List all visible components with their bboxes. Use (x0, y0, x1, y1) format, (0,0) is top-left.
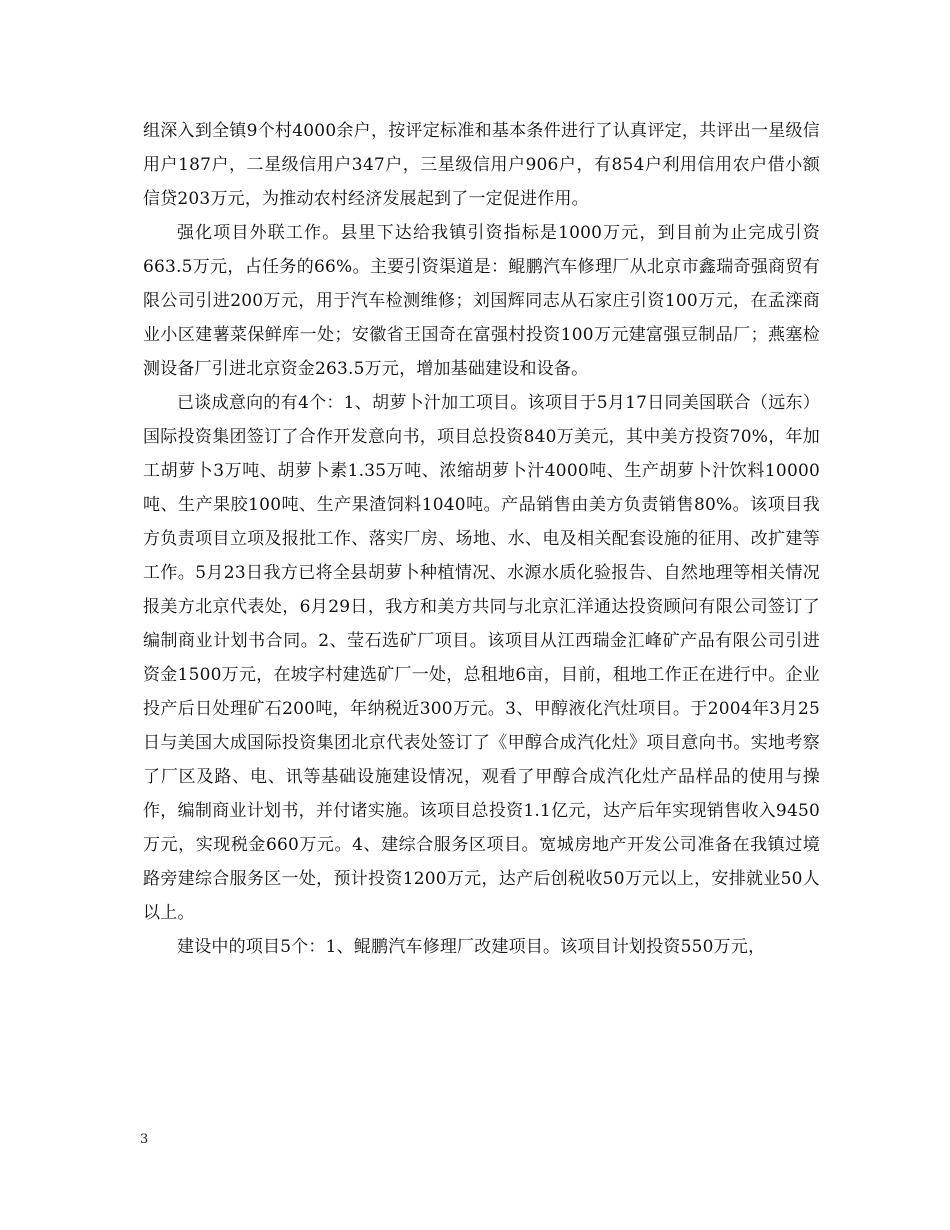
paragraph-project-outreach: 强化项目外联工作。县里下达给我镇引资指标是1000万元，到目前为止完成引资663.5万元，占任务的66%。主要引资渠道是：鲲鹏汽车修理厂从北京市鑫瑞奇强商贸有限公司引进200万元，用于汽车检测维修；刘国辉同志从石家庄引资100万元，在孟滦商业小区建薯菜保鲜库一处；安徽省王国奇在富强村投资100万元建富强豆制品厂；燕塞检测设备厂引进北京资金263.5万元，增加基础建设和设备。 (143, 223, 820, 379)
body-text (143, 114, 820, 964)
paragraph-credit-households: 组深入到全镇9个村4000余户，按评定标准和基本条件进行了认真评定，共评出一星级信用户187户，二星级信用户347户，三星级信用户906户，有854户利用信用农户借小额信贷203万元，为推动农村经济发展起到了一定促进作用。 (143, 121, 820, 209)
paragraph-intended-projects: 已谈成意向的有4个：1、胡萝卜汁加工项目。该项目于5月17日同美国联合（远东）国际投资集团签订了合作开发意向书，项目总投资840万美元，其中美方投资70%，年加工胡萝卜3万吨、胡萝卜素1.35万吨、浓缩胡萝卜汁4000吨、生产胡萝卜汁饮料10000吨、生产果胶100吨、生产果渣饲料1040吨。产品销售由美方负责销售80%。该项目我方负责项目立项及报批工作、落实厂房、场地、水、电及相关配套设施的征用、改扩建等工作。5月23日我方已将全县胡萝卜种植情况、水源水质化验报告、自然地理等相关情况报美方北京代表处，6月29日，我方和美方共同与北京汇洋通达投资顾问有限公司签订了编制商业计划书合同。2、莹石选矿厂项目。该项目从江西瑞金汇峰矿产品有限公司引进资金1500万元，在坡字村建选矿厂一处，总租地6亩，目前，租地工作正在进行中。企业投产后日处理矿石200吨，年纳税近300万元。3、甲醇液化汽灶项目。于2004年3月25日与美国大成国际投资集团北京代表处签订了《甲醇合成汽化灶》项目意向书。实地考察了厂区及路、电、讯等基础设施建设情况，观看了甲醇合成汽化灶产品样品的使用与操作，编制商业计划书，并付诸实施。该项目总投资1.1亿元，达产后年实现销售收入9450万元，实现税金660万元。4、建综合服务区项目。宽城房地产开发公司准备在我镇过境路旁建综合服务区一处，预计投资1200万元，达产后创税收50万元以上，安排就业50人以上。 (143, 393, 820, 923)
page-number: 3 (140, 1132, 149, 1147)
paragraph-projects-under-construction: 建设中的项目5个：1、鲲鹏汽车修理厂改建项目。该项目计划投资550万元， (177, 937, 766, 957)
